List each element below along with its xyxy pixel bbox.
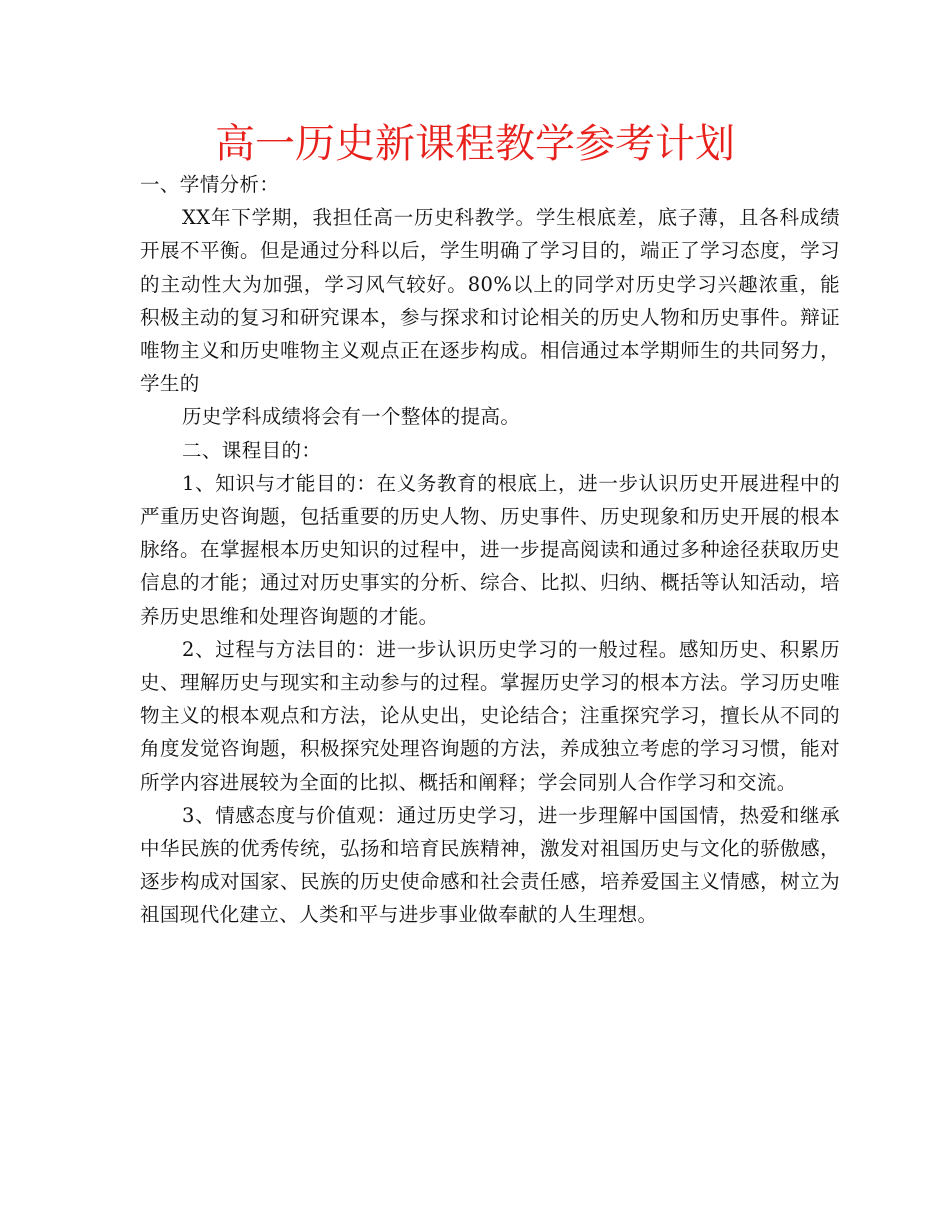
paragraph-emotion-values-objective: 3、情感态度与价值观：通过历史学习，进一步理解中国国情，热爱和继承中华民族的优秀传统，弘扬和培育民族精神，激发对祖国历史与文化的骄傲感，逐步构成对国家、民族的历史使命感和社会责任感，培养爱国主义情感，树立为祖国现代化建立、人类和平与进步事业做奉献的人生理想。 — [140, 803, 840, 927]
paragraph-process-method-objective: 2、过程与方法目的：进一步认识历史学习的一般过程。感知历史、积累历史、理解历史与现实和主动参与的过程。掌握历史学习的根本方法。学习历史唯物主义的根本观点和方法，论从史出，史论结合；注重探究学习，擅长从不同的角度发觉咨询题，积极探究处理咨询题的方法，养成独立考虑的学习习惯，能对所学内容进展较为全面的比拟、概括和阐释；学会同别人合作学习和交流。 — [140, 637, 840, 794]
paragraph-learning-analysis-continued: 历史学科成绩将会有一个整体的提高。 — [182, 405, 521, 429]
section-heading-course-objectives: 二、课程目的： — [182, 438, 322, 462]
paragraph-learning-analysis: XX年下学期，我担任高一历史科教学。学生根底差，底子薄，且各科成绩开展不平衡。但是通过分科以后，学生明确了学习目的，端正了学习态度，学习的主动性大为加强，学习风气较好。80%以上的同学对历史学习兴趣浓重，能积极主动的复习和研究课本，参与探求和讨论相关的历史人物和历史事件。辩证唯物主义和历史唯物主义观点正在逐步构成。相信通过本学期师生的共同努力，学生的 — [140, 206, 840, 396]
document-title: 高一历史新课程教学参考计划 — [215, 121, 735, 167]
document-body — [140, 168, 840, 932]
section-heading-learning-analysis: 一、学情分析： — [140, 173, 280, 196]
paragraph-knowledge-ability-objective: 1、知识与才能目的：在义务教育的根底上，进一步认识历史开展进程中的严重历史咨询题，包括重要的历史人物、历史事件、历史现象和历史开展的根本脉络。在掌握根本历史知识的过程中，进一步提高阅读和通过多种途径获取历史信息的才能；通过对历史事实的分析、综合、比拟、归纳、概括等认知活动，培养历史思维和处理咨询题的才能。 — [140, 471, 840, 628]
